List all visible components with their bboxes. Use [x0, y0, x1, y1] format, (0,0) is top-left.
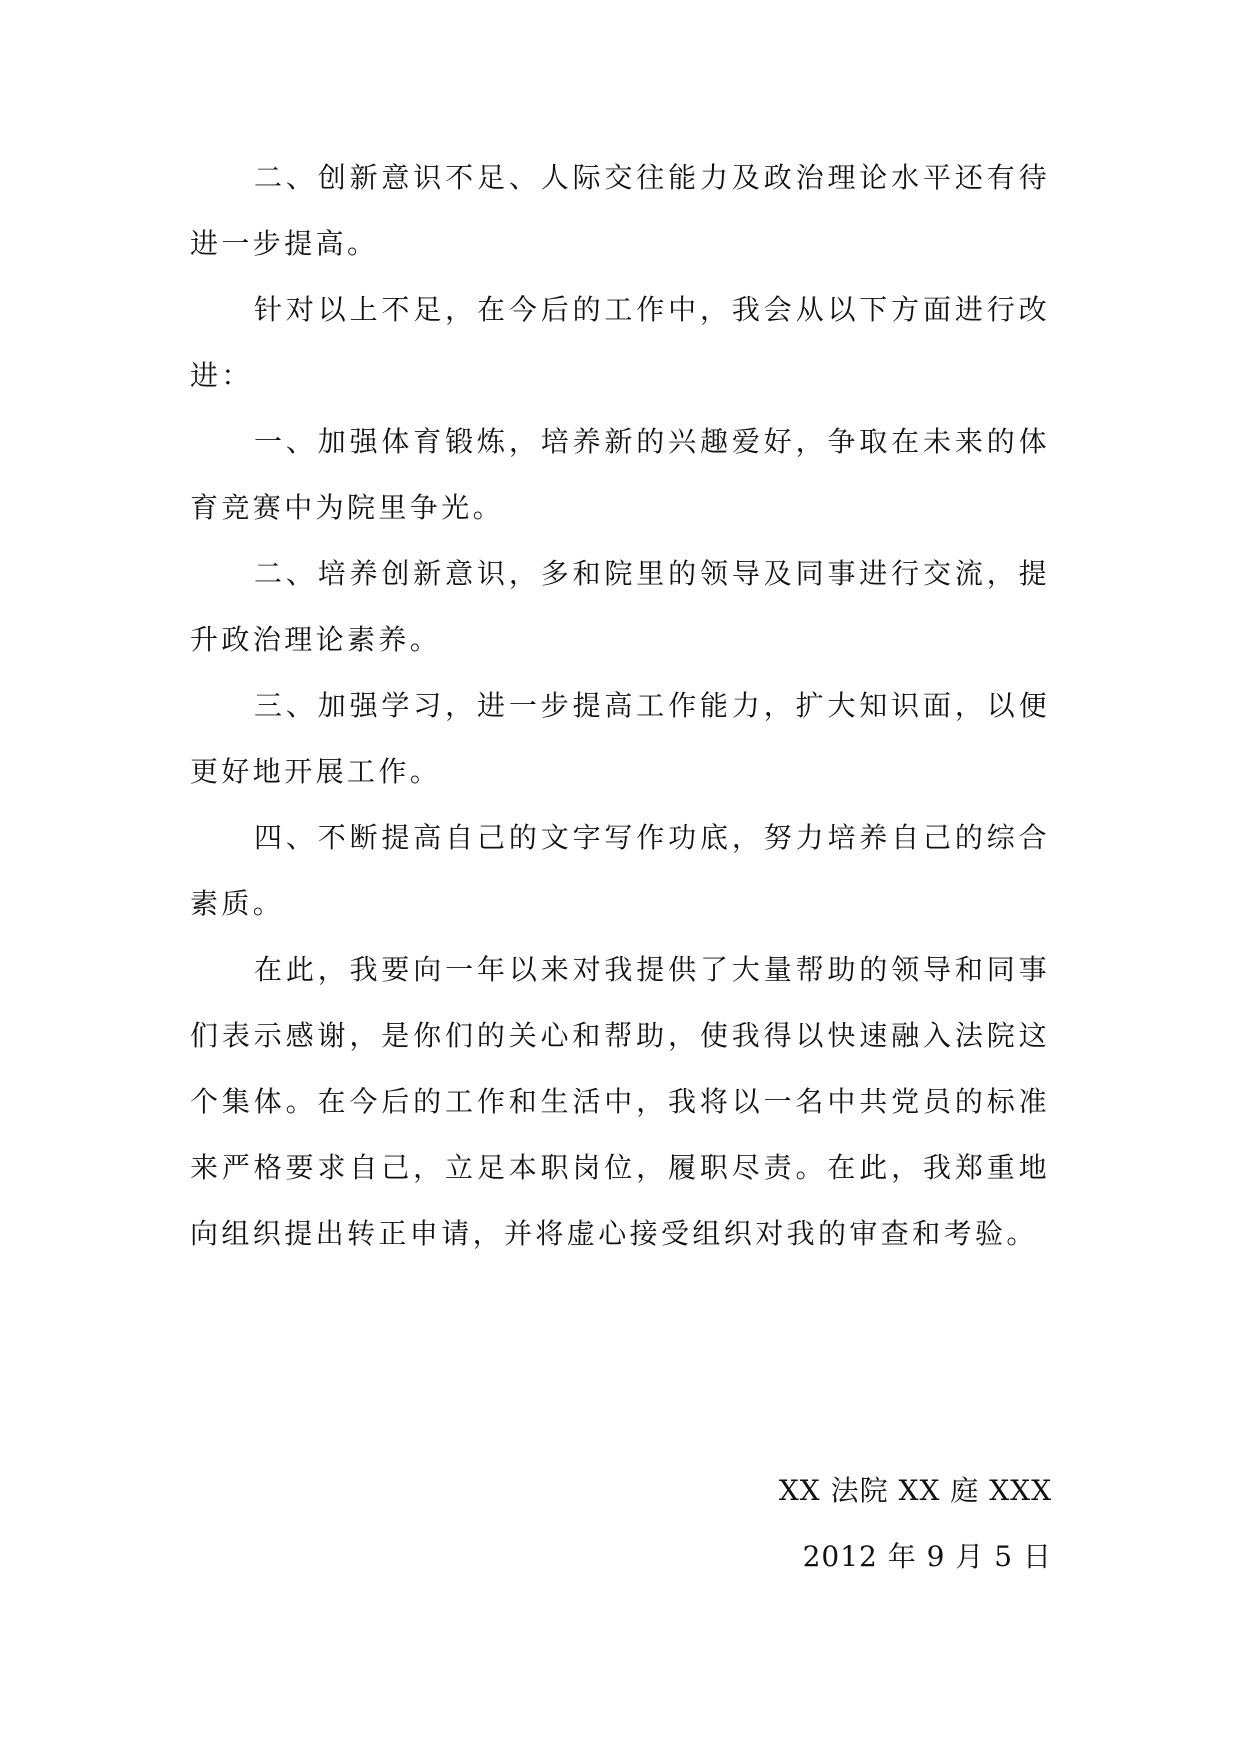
signature-name: XX 法院 XX 庭 XXX: [778, 1474, 1052, 1507]
paragraph-improvement-1: 一、加强体育锻炼，培养新的兴趣爱好，争取在未来的体育竞赛中为院里争光。: [190, 425, 1050, 524]
paragraph-improvement-4: 四、不断提高自己的文字写作功底，努力培养自己的综合素质。: [190, 821, 1050, 920]
paragraph-improvement-3: 三、加强学习，进一步提高工作能力，扩大知识面，以便更好地开展工作。: [190, 689, 1050, 788]
signature-date: 2012 年 9 月 5 日: [802, 1540, 1052, 1573]
document-body: [190, 145, 1050, 1267]
paragraph-shortcomings-2: 二、创新意识不足、人际交往能力及政治理论水平还有待进一步提高。: [190, 161, 1050, 260]
paragraph-improvement-2: 二、培养创新意识，多和院里的领导及同事进行交流，提升政治理论素养。: [190, 557, 1050, 656]
paragraph-improvement-intro: 针对以上不足，在今后的工作中，我会从以下方面进行改进：: [190, 293, 1050, 392]
signature-block: [779, 1458, 1052, 1590]
paragraph-closing: 在此，我要向一年以来对我提供了大量帮助的领导和同事们表示感谢，是你们的关心和帮助，使我得以快速融入法院这个集体。在今后的工作和生活中，我将以一名中共党员的标准来严格要求自己，立足本职岗位，履职尽责。在此，我郑重地向组织提出转正申请，并将虚心接受组织对我的审查和考验。: [190, 953, 1050, 1250]
